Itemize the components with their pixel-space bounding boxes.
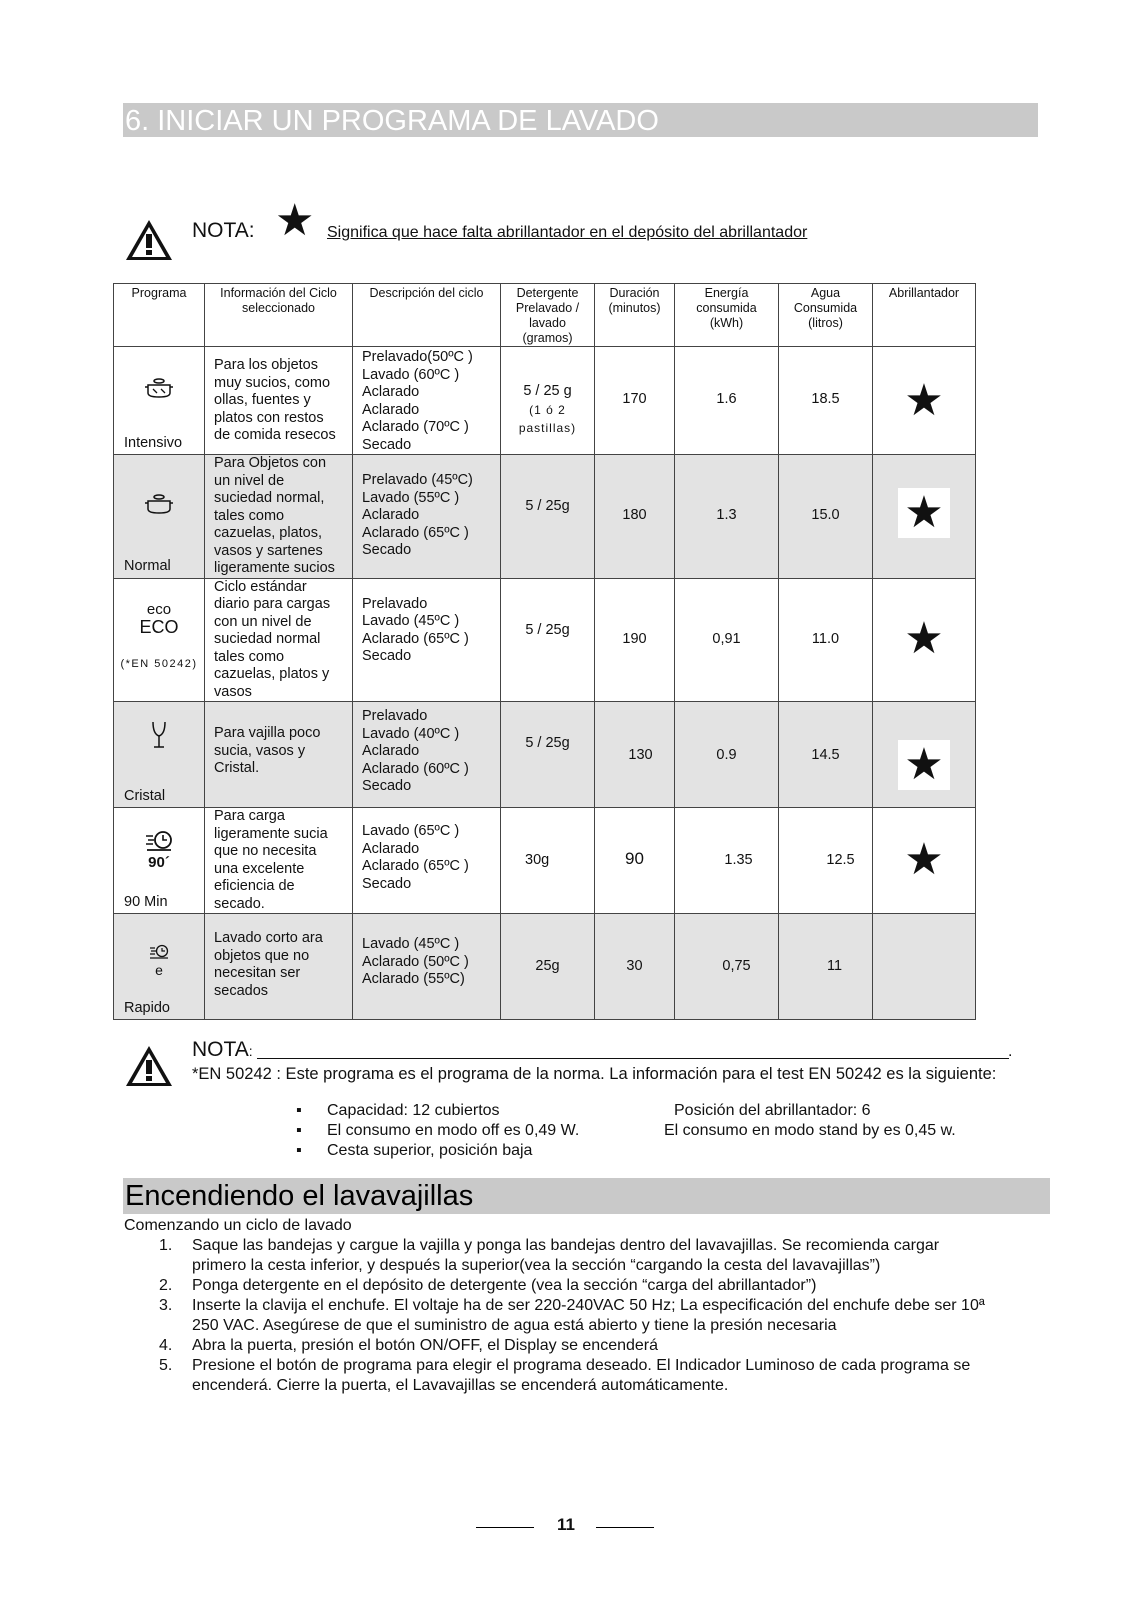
clock-wash-icon (114, 830, 204, 857)
info-cell: Para vajilla poco sucia, vasos y Cristal. (205, 702, 353, 808)
desc-cell: Lavado (65ºC ) Aclarado Aclarado (65ºC ) Secado (353, 808, 501, 914)
program-cell (114, 914, 205, 1020)
star-icon: ★ (904, 835, 944, 884)
detergente-cell: 5 / 25 g (1 ó 2 pastillas) (501, 347, 595, 455)
star-icon: ★ (898, 740, 950, 790)
star-icon: ★ (904, 376, 944, 425)
table-row (114, 914, 976, 1020)
warning-icon (124, 1044, 174, 1088)
program-name: ECO (139, 616, 179, 637)
agua-cell: 18.5 (779, 347, 873, 455)
desc-cell: Lavado (45ºC ) Aclarado (50ºC ) Aclarado (55ºC) (353, 914, 501, 1020)
agua-cell: 15.0 (779, 455, 873, 579)
spec-right-2: El consumo en modo stand by es 0,45 w. (664, 1122, 956, 1139)
agua-cell: 11.0 (779, 578, 873, 702)
section-subtitle: Comenzando un ciclo de lavado (124, 1217, 352, 1234)
program-icon-label: e (155, 962, 163, 978)
table-header-row (114, 284, 976, 347)
page-title: 6. INICIAR UN PROGRAMA DE LAVADO (123, 103, 1038, 137)
program-table (113, 283, 976, 1020)
desc-cell: Prelavado Lavado (40ºC ) Aclarado Aclarado (60ºC ) Secado (353, 702, 501, 808)
program-icon-label: 90´ (148, 854, 170, 871)
desc-cell: Prelavado(50ºC ) Lavado (60ºC ) Aclarado Aclarado Aclarado (70ºC ) Secado (353, 347, 501, 455)
table-row (114, 702, 976, 808)
energia-cell: 1.6 (675, 347, 779, 455)
header-agua: Agua Consumida (litros) (779, 284, 873, 347)
eco-small-label: eco (146, 600, 172, 618)
detergente-note: (1 ó 2 pastillas) (518, 403, 577, 435)
abrillantador-cell (873, 808, 976, 914)
list-item: ▪ Cesta superior, posición baja (296, 1142, 533, 1159)
glass-icon (114, 720, 204, 755)
agua-cell: 12.5 (779, 808, 873, 914)
list-item: 3. Inserte la clavija el enchufe. El voltaje ha de ser 220-240VAC 50 Hz; La especificación del enchufe debe ser 10ª 250 VAC. Asegúrese de que el suministro de agua está abierto y tiene la presión necesaria (159, 1297, 985, 1334)
page-number: 11 (557, 1515, 575, 1534)
energia-cell: 0,91 (675, 578, 779, 702)
program-name: Cristal (124, 787, 166, 804)
program-name: 90 Min (124, 893, 168, 910)
steps-list (124, 1236, 1124, 1396)
star-icon: ★ (898, 488, 950, 538)
program-name: Rapido (124, 999, 170, 1016)
nota2-end-dot: . (1008, 1043, 1013, 1060)
duracion-cell: 90 (595, 808, 675, 914)
header-detergente: Detergente Prelavado / lavado (gramos) (501, 284, 595, 347)
program-cell (114, 347, 205, 455)
energia-cell: 0,75 (675, 914, 779, 1020)
program-cell (114, 702, 205, 808)
duracion-cell: 30 (595, 914, 675, 1020)
detergente-cell: 5 / 25g (501, 702, 595, 808)
header-programa: Programa (114, 284, 205, 347)
duracion-cell: 180 (595, 455, 675, 579)
list-item: 1. Saque las bandejas y cargue la vajilla y ponga las bandejas dentro del lavavajillas. Se recomienda cargar primero la cesta inferior, y después la superior(vea la sección “cargando la cesta del lavavajillas”) (159, 1237, 940, 1274)
abrillantador-cell (873, 914, 976, 1020)
header-descripcion: Descripción del ciclo (353, 284, 501, 347)
program-cell (114, 808, 205, 914)
spec-list-left (296, 1102, 579, 1162)
program-name: Normal (124, 558, 171, 574)
list-item: ▪ Capacidad: 12 cubiertos (296, 1102, 500, 1119)
page-number-rule-right (596, 1527, 654, 1528)
abrillantador-cell (873, 578, 976, 702)
desc-cell: Prelavado (45ºC) Lavado (55ºC ) Aclarado Aclarado (65ºC ) Secado (353, 455, 501, 579)
header-abrillantador: Abrillantador (873, 284, 976, 347)
duracion-cell: 130 (595, 702, 675, 808)
list-item: 2. Ponga detergente en el depósito de detergente (vea la sección “carga del abrillantador”) (159, 1277, 817, 1294)
energia-cell: 1.35 (675, 808, 779, 914)
desc-cell: Prelavado Lavado (45ºC ) Aclarado (65ºC ) Secado (353, 578, 501, 702)
table-row (114, 578, 976, 702)
program-cell (114, 455, 205, 579)
nota-description: Significa que hace falta abrillantador en el depósito del abrillantador (327, 224, 808, 241)
program-cell (114, 578, 205, 702)
pot-icon (114, 493, 204, 520)
header-duracion: Duración (minutos) (595, 284, 675, 347)
header-energia: Energía consumida (kWh) (675, 284, 779, 347)
list-item: 5. Presione el botón de programa para elegir el programa deseado. El Indicador Luminoso de cada programa se encenderá. Cierre la puerta, el Lavavajillas se encenderá automáticamente. (159, 1357, 971, 1394)
abrillantador-cell (873, 347, 976, 455)
spec-right-1: Posición del abrillantador: 6 (674, 1102, 871, 1119)
nota2-underline (257, 1058, 1009, 1059)
abrillantador-cell (873, 702, 976, 808)
nota-label: NOTA: (192, 219, 255, 242)
info-cell: Para carga ligeramente sucia que no necesita una excelente eficiencia de secado. (205, 808, 353, 914)
energia-cell: 0.9 (675, 702, 779, 808)
info-cell: Lavado corto ara objetos que no necesitan ser secados (205, 914, 353, 1020)
list-item: 4. Abra la puerta, presión el botón ON/OFF, el Display se encenderá (159, 1337, 659, 1354)
agua-cell: 14.5 (779, 702, 873, 808)
detergente-cell: 30g (501, 808, 595, 914)
duracion-cell: 170 (595, 347, 675, 455)
star-icon: ★ (275, 196, 315, 245)
list-item: ▪ El consumo en modo off es 0,49 W. (296, 1122, 580, 1139)
energia-cell: 1.3 (675, 455, 779, 579)
nota2-text: *EN 50242 : Este programa es el programa de la norma. La información para el test EN 50242 es la siguiente: (192, 1065, 997, 1083)
warning-icon (124, 218, 174, 262)
info-cell: Ciclo estándar diario para cargas con un nivel de suciedad normal tales como cazuelas, platos y vasos (205, 578, 353, 702)
detergente-cell: 5 / 25g (501, 455, 595, 579)
duracion-cell: 190 (595, 578, 675, 702)
pot-icon (114, 377, 204, 404)
agua-cell: 11 (779, 914, 873, 1020)
info-cell: Para Objetos con un nivel de suciedad normal, tales como cazuelas, platos, vasos y sartenes ligeramente sucios (205, 455, 353, 579)
table-row (114, 808, 976, 914)
detergente-cell: 5 / 25g (501, 578, 595, 702)
program-note: (*EN 50242) (120, 657, 198, 670)
nota2-label: NOTA: (192, 1038, 253, 1061)
star-icon: ★ (904, 613, 944, 663)
detergente-cell: 25g (501, 914, 595, 1020)
table-row (114, 347, 976, 455)
abrillantador-cell (873, 455, 976, 579)
program-name: Intensivo (124, 434, 183, 451)
section-title: Encendiendo el lavavajillas (123, 1178, 1050, 1214)
table-row (114, 455, 976, 579)
header-info: Información del Ciclo seleccionado (205, 284, 353, 347)
info-cell: Para los objetos muy sucios, como ollas, fuentes y platos con restos de comida resecos (205, 347, 353, 455)
